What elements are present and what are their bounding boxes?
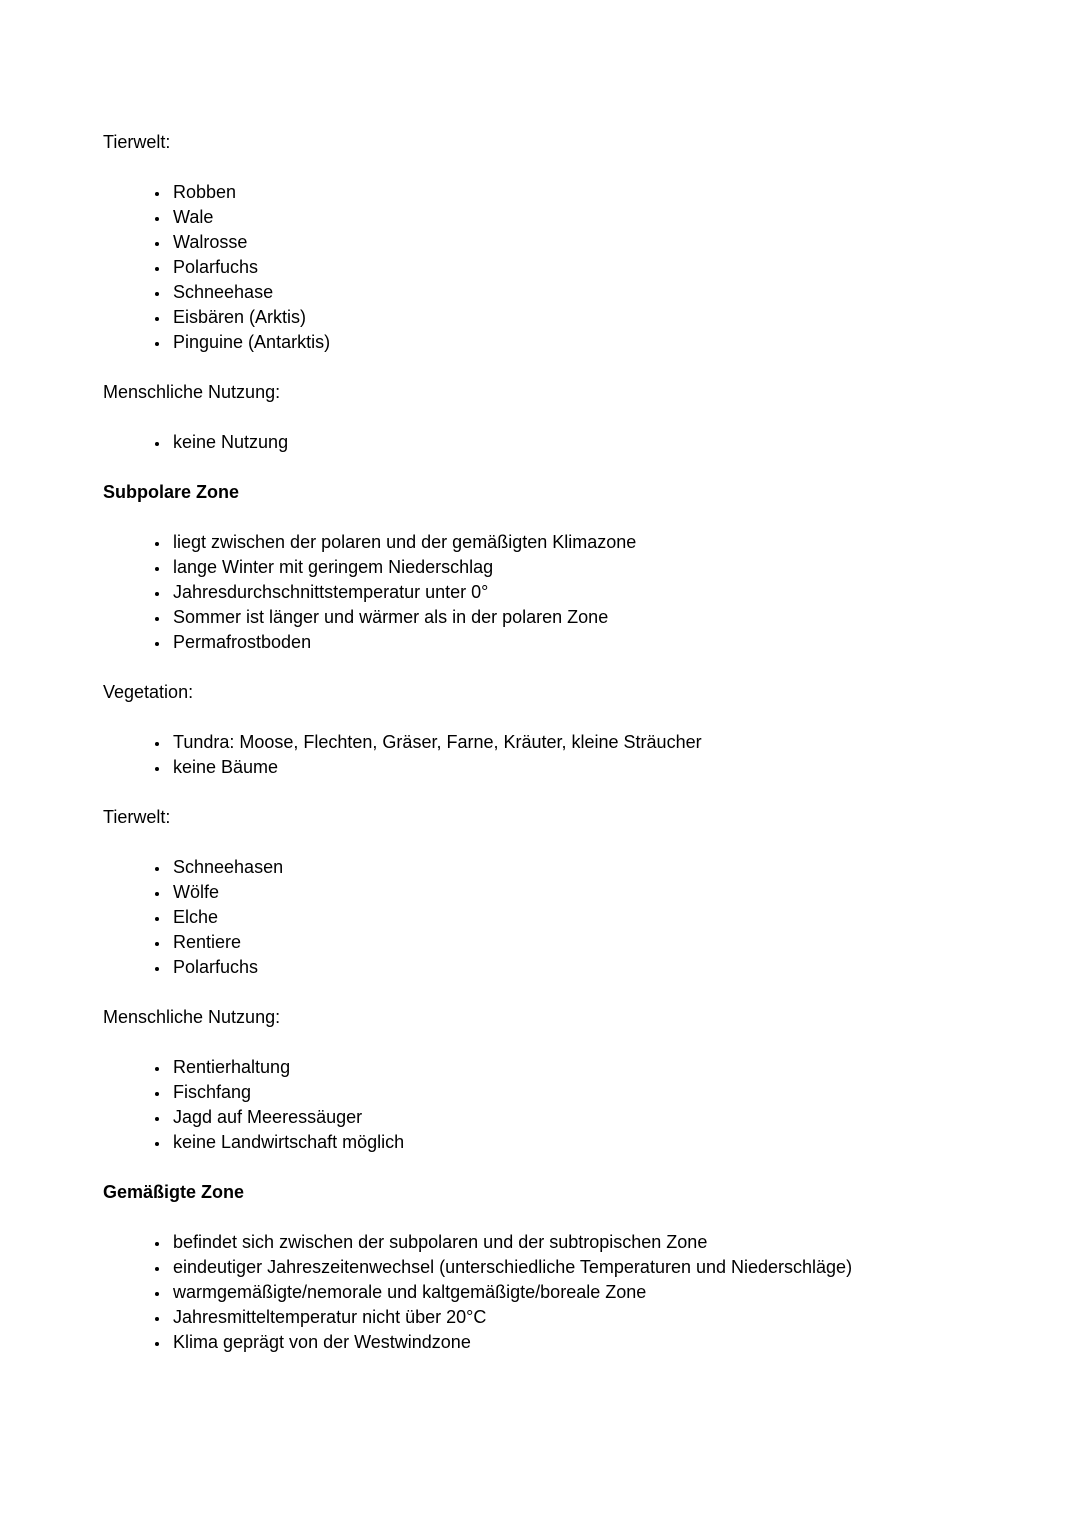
list-item: • Schneehase — [170, 280, 977, 305]
list-item: • keine Nutzung — [170, 430, 977, 455]
section-label-tierwelt-2: Tierwelt: — [103, 807, 171, 827]
list-item: • Polarfuchs — [170, 955, 977, 980]
section-label-nutzung-1: Menschliche Nutzung: — [103, 382, 281, 402]
bullet-list-tierwelt-2 — [103, 855, 977, 980]
list-item: • Wale — [170, 205, 977, 230]
bullet-list-subpolare-zone — [103, 530, 977, 655]
list-item: • Pinguine (Antarktis) — [170, 330, 977, 355]
list-item: • Jahresmitteltemperatur nicht über 20°C — [170, 1305, 977, 1330]
list-item: • Polarfuchs — [170, 255, 977, 280]
list-item: • Robben — [170, 180, 977, 205]
section-label-tierwelt-1: Tierwelt: — [103, 132, 171, 152]
list-item: • Rentierhaltung — [170, 1055, 977, 1080]
list-item: • Fischfang — [170, 1080, 977, 1105]
section-label-vegetation: Vegetation: — [103, 682, 194, 702]
list-item: • Klima geprägt von der Westwindzone — [170, 1330, 977, 1355]
list-item: • Rentiere — [170, 930, 977, 955]
section-label-nutzung-2: Menschliche Nutzung: — [103, 1007, 281, 1027]
bullet-list-gemaessigte-zone — [103, 1230, 977, 1355]
bullet-list-tierwelt-1 — [103, 180, 977, 355]
list-item: • befindet sich zwischen der subpolaren und der subtropischen Zone — [170, 1230, 977, 1255]
bullet-list-nutzung-2 — [103, 1055, 977, 1155]
list-item: • Permafrostboden — [170, 630, 977, 655]
list-item: • lange Winter mit geringem Niederschlag — [170, 555, 977, 580]
list-item: • eindeutiger Jahreszeitenwechsel (unterschiedliche Temperaturen und Niederschläge) — [170, 1255, 977, 1280]
bullet-list-nutzung-1 — [103, 430, 977, 455]
list-item: • Jagd auf Meeressäuger — [170, 1105, 977, 1130]
list-item: • Eisbären (Arktis) — [170, 305, 977, 330]
list-item: • Jahresdurchschnittstemperatur unter 0° — [170, 580, 977, 605]
list-item: • Wölfe — [170, 880, 977, 905]
section-heading-gemaessigte-zone: Gemäßigte Zone — [103, 1182, 245, 1202]
list-item: • liegt zwischen der polaren und der gemäßigten Klimazone — [170, 530, 977, 555]
list-item: • keine Bäume — [170, 755, 977, 780]
list-item: • Tundra: Moose, Flechten, Gräser, Farne, Kräuter, kleine Sträucher — [170, 730, 977, 755]
list-item: • Walrosse — [170, 230, 977, 255]
list-item: • keine Landwirtschaft möglich — [170, 1130, 977, 1155]
list-item: • Elche — [170, 905, 977, 930]
list-item: • warmgemäßigte/nemorale und kaltgemäßigte/boreale Zone — [170, 1280, 977, 1305]
list-item: • Sommer ist länger und wärmer als in der polaren Zone — [170, 605, 977, 630]
section-heading-subpolare-zone: Subpolare Zone — [103, 482, 240, 502]
list-item: • Schneehasen — [170, 855, 977, 880]
bullet-list-vegetation — [103, 730, 977, 780]
